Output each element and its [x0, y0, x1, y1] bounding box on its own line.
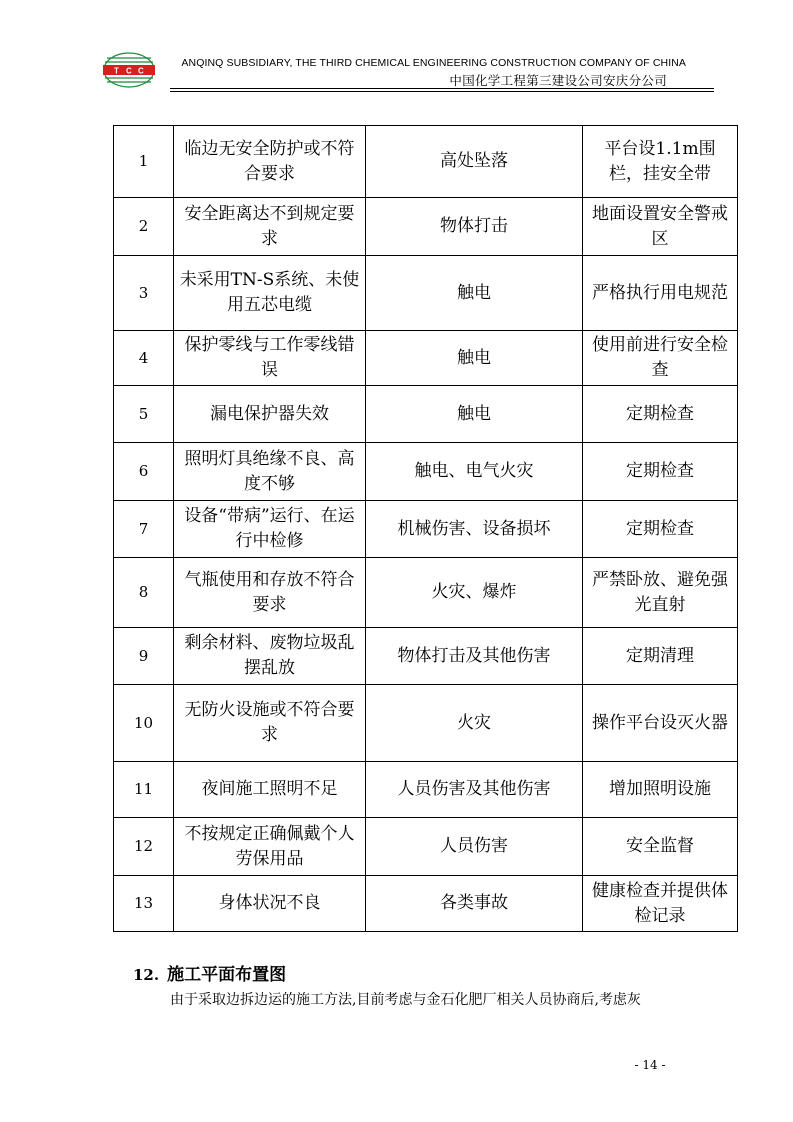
row-number: 12: [114, 818, 174, 876]
measure-cell: 定期清理: [583, 628, 738, 685]
hazard-table: [113, 125, 738, 932]
hazard-table-body: [114, 126, 738, 932]
measure-cell: 使用前进行安全检查: [583, 331, 738, 386]
section-body-text: 由于采取边拆边运的施工方法,目前考虑与金石化肥厂相关人员协商后,考虑灰: [170, 992, 641, 1008]
logo-letter: T: [114, 66, 119, 76]
row-number: 2: [114, 198, 174, 256]
hazard-cell: 临边无安全防护或不符合要求: [174, 126, 366, 198]
row-number: 7: [114, 501, 174, 558]
measure-cell: 平台设1.1m围栏，挂安全带: [583, 126, 738, 198]
measure-cell: 严禁卧放、避免强光直射: [583, 558, 738, 628]
measure-cell: 操作平台设灭火器: [583, 685, 738, 762]
section-number: 12.: [133, 966, 160, 984]
risk-cell: 触电: [366, 331, 583, 386]
table-row: [114, 818, 738, 876]
measure-cell: 安全监督: [583, 818, 738, 876]
logo-letter: C: [126, 66, 132, 76]
table-row: [114, 628, 738, 685]
row-number: 11: [114, 762, 174, 818]
hazard-cell: 剩余材料、废物垃圾乱摆乱放: [174, 628, 366, 685]
header-divider: [170, 88, 714, 89]
measure-cell: 定期检查: [583, 443, 738, 501]
risk-cell: 物体打击: [366, 198, 583, 256]
table-row: [114, 762, 738, 818]
hazard-cell: 气瓶使用和存放不符合要求: [174, 558, 366, 628]
risk-cell: 火灾、爆炸: [366, 558, 583, 628]
table-row: [114, 558, 738, 628]
risk-cell: 触电、电气火灾: [366, 443, 583, 501]
company-logo: [103, 52, 155, 88]
table-row: [114, 443, 738, 501]
table-row: [114, 876, 738, 932]
row-number: 3: [114, 256, 174, 331]
measure-cell: 定期检查: [583, 501, 738, 558]
section-heading: [133, 960, 286, 985]
table-row: [114, 386, 738, 443]
table-row: [114, 685, 738, 762]
risk-cell: 人员伤害及其他伤害: [366, 762, 583, 818]
row-number: 1: [114, 126, 174, 198]
measure-cell: 健康检查并提供体检记录: [583, 876, 738, 932]
table-row: [114, 126, 738, 198]
hazard-cell: 漏电保护器失效: [174, 386, 366, 443]
logo-letter: C: [138, 66, 144, 76]
table-row: [114, 501, 738, 558]
hazard-cell: 未采用TN-S系统、未使用五芯电缆: [174, 256, 366, 331]
hazard-cell: 不按规定正确佩戴个人劳保用品: [174, 818, 366, 876]
hazard-cell: 照明灯具绝缘不良、高度不够: [174, 443, 366, 501]
measure-cell: 严格执行用电规范: [583, 256, 738, 331]
hazard-cell: 夜间施工照明不足: [174, 762, 366, 818]
risk-cell: 物体打击及其他伤害: [366, 628, 583, 685]
hazard-cell: 身体状况不良: [174, 876, 366, 932]
row-number: 10: [114, 685, 174, 762]
row-number: 6: [114, 443, 174, 501]
risk-cell: 触电: [366, 256, 583, 331]
page-number: - 14 -: [634, 1058, 666, 1072]
row-number: 13: [114, 876, 174, 932]
section-title: 施工平面布置图: [167, 965, 287, 985]
hazard-cell: 设备“带病”运行、在运行中检修: [174, 501, 366, 558]
table-row: [114, 256, 738, 331]
measure-cell: 地面设置安全警戒区: [583, 198, 738, 256]
company-name-english: ANQINQ SUBSIDIARY, THE THIRD CHEMICAL ENGINEERING CONSTRUCTION COMPANY OF CHINA: [181, 57, 686, 69]
risk-cell: 各类事故: [366, 876, 583, 932]
row-number: 4: [114, 331, 174, 386]
row-number: 9: [114, 628, 174, 685]
table-row: [114, 198, 738, 256]
hazard-cell: 保护零线与工作零线错误: [174, 331, 366, 386]
hazard-cell: 安全距离达不到规定要求: [174, 198, 366, 256]
row-number: 8: [114, 558, 174, 628]
company-name-chinese: 中国化学工程第三建设公司安庆分公司: [449, 73, 667, 88]
risk-cell: 高处坠落: [366, 126, 583, 198]
row-number: 5: [114, 386, 174, 443]
table-row: [114, 331, 738, 386]
hazard-cell: 无防火设施或不符合要求: [174, 685, 366, 762]
risk-cell: 机械伤害、设备损坏: [366, 501, 583, 558]
risk-cell: 人员伤害: [366, 818, 583, 876]
measure-cell: 定期检查: [583, 386, 738, 443]
risk-cell: 火灾: [366, 685, 583, 762]
risk-cell: 触电: [366, 386, 583, 443]
measure-cell: 增加照明设施: [583, 762, 738, 818]
header-divider: [170, 91, 714, 92]
